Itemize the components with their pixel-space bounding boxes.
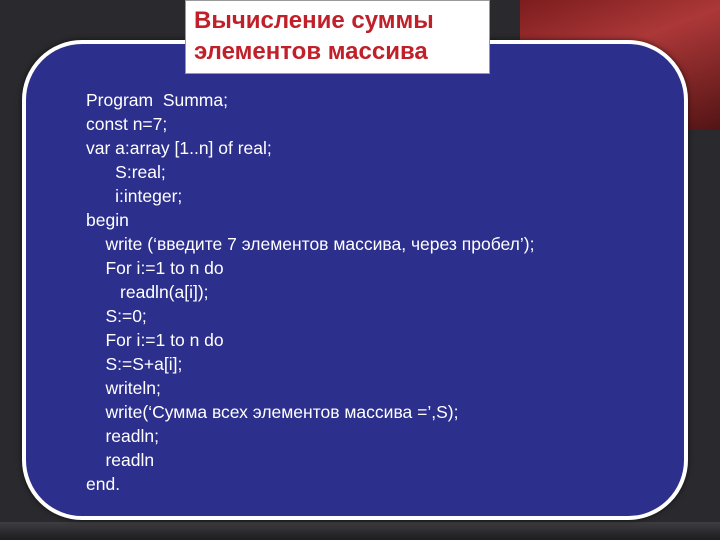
code-line: write (‘введите 7 элементов массива, через пробел’); — [86, 234, 535, 254]
code-line: readln — [86, 450, 155, 470]
code-block — [86, 88, 534, 496]
code-line: end. — [86, 474, 121, 494]
code-line: S:=S+a[i]; — [86, 354, 183, 374]
code-line: readln; — [86, 426, 159, 446]
code-line: begin — [86, 210, 129, 230]
title-line-1: Вычисление суммы — [194, 7, 434, 34]
code-line: S:real; — [86, 162, 166, 182]
code-line: write(‘Сумма всех элементов массива =’,S); — [86, 402, 459, 422]
title-line-2: элементов массива — [194, 38, 428, 65]
code-line: writeln; — [86, 378, 161, 398]
bottom-bar — [0, 522, 720, 540]
slide-title — [185, 0, 490, 74]
code-line: For i:=1 to n do — [86, 258, 224, 278]
code-line: Program Summa; — [86, 90, 228, 110]
code-line: S:=0; — [86, 306, 147, 326]
code-line: i:integer; — [86, 186, 183, 206]
code-line: const n=7; — [86, 114, 168, 134]
code-line: var a:array [1..n] of real; — [86, 138, 272, 158]
code-line: For i:=1 to n do — [86, 330, 224, 350]
code-line: readln(a[i]); — [86, 282, 209, 302]
